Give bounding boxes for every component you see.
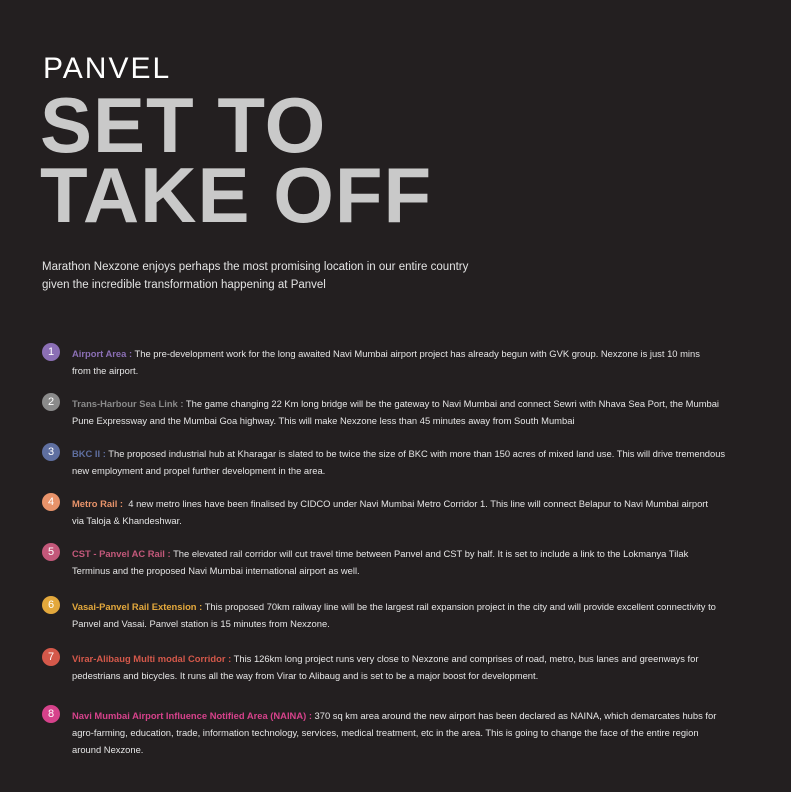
list-item-metro-rail [42,495,757,529]
item-description-cont: from the airport. [72,365,139,376]
item-text [72,495,708,529]
item-label: Metro Rail : [72,498,124,509]
item-description-cont: via Taloja & Khandeshwar. [72,515,182,526]
item-label: Vasai-Panvel Rail Extension : [72,601,203,612]
number-badge: 3 [42,443,60,461]
item-description-cont: Terminus and the proposed Navi Mumbai international airport as well. [72,565,360,576]
item-text [72,445,725,479]
item-label: BKC II : [72,448,106,459]
number-badge: 5 [42,543,60,561]
intro-line-1: Marathon Nexzone enjoys perhaps the most promising location in our entire country [42,261,469,273]
number-badge: 6 [42,596,60,614]
item-label: Airport Area : [72,348,133,359]
item-description-cont: pedestrians and bicycles. It runs all the way from Virar to Alibaug and is set to be a major boost for development. [72,670,539,681]
headline-line-2: TAKE OFF [40,151,433,239]
item-description: The proposed industrial hub at Kharagar is slated to be twice the size of BKC with more than 150 acres of mixed land use. This will drive tremendous [105,448,726,459]
list-item-multimodal-corridor [42,650,757,684]
list-item-ac-rail [42,545,757,579]
item-description: The game changing 22 Km long bridge will be the gateway to Navi Mumbai and connect Sewri with Nhava Sea Port, the Mumbai [183,398,720,409]
list-item-naina [42,707,757,758]
item-label: Trans-Harbour Sea Link : [72,398,184,409]
list-item-bkc-ii [42,445,757,479]
page-eyebrow: PANVEL [43,52,172,85]
item-text [72,707,716,758]
number-badge: 4 [42,493,60,511]
item-description: The pre-development work for the long awaited Navi Mumbai airport project has already begun with GVK group. Nexzone is just 10 mins [132,348,700,359]
item-text [72,650,698,684]
item-description-cont: agro-farming, education, trade, information technology, services, medical treatment, etc in the area. This is going to change the face of the entire region [72,727,699,738]
item-label: CST - Panvel AC Rail : [72,548,171,559]
item-description-cont: around Nexzone. [72,744,144,755]
item-description-cont: new employment and propel further development in the area. [72,465,326,476]
number-badge: 8 [42,705,60,723]
item-description-cont: Pune Expressway and the Mumbai Goa highway. This will make Nexzone less than 45 minutes away from South Mumbai [72,415,575,426]
number-badge: 1 [42,343,60,361]
item-description: The elevated rail corridor will cut travel time between Panvel and CST by half. It is set to include a link to the Lokmanya Tilak [170,548,689,559]
item-description: This proposed 70km railway line will be the largest rail expansion project in the city and will provide excellent connectivity to [202,601,716,612]
item-text [72,395,719,429]
item-label: Navi Mumbai Airport Influence Notified Area (NAINA) : [72,710,312,721]
item-description: 370 sq km area around the new airport has been declared as NAINA, which demarcates hubs for [311,710,717,721]
list-item-airport-area [42,345,757,379]
item-text [72,545,688,579]
item-label: Virar-Alibaug Multi modal Corridor : [72,653,232,664]
page-headline [40,81,433,239]
item-text [72,345,700,379]
number-badge: 7 [42,648,60,666]
headline-line-1: SET TO [40,81,327,169]
list-item-sea-link [42,395,757,429]
list-item-rail-extension [42,598,757,632]
item-description-cont: Panvel and Vasai. Panvel station is 15 minutes from Nexzone. [72,618,330,629]
intro-paragraph [42,258,502,294]
item-text [72,598,716,632]
intro-line-2: given the incredible transformation happening at Panvel [42,279,326,291]
number-badge: 2 [42,393,60,411]
item-description: This 126km long project runs very close to Nexzone and comprises of road, metro, bus lanes and greenways for [231,653,699,664]
item-description: 4 new metro lines have been finalised by CIDCO under Navi Mumbai Metro Corridor 1. This line will connect Belapur to Navi Mumbai airport [123,498,709,509]
